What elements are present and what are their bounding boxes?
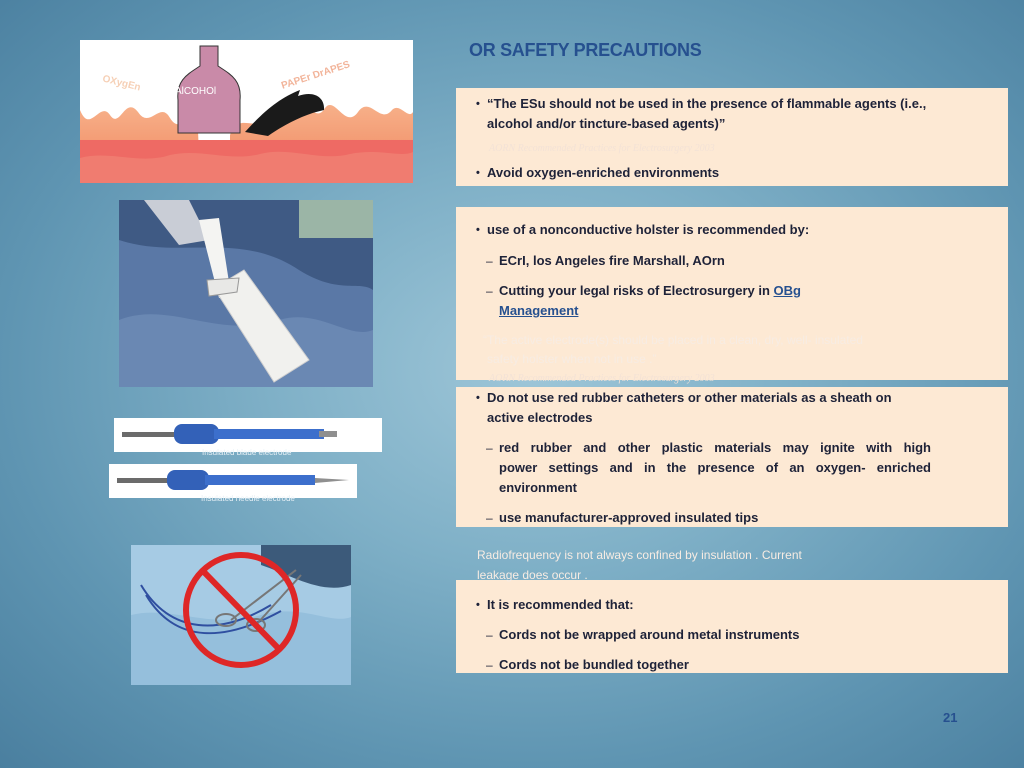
red-rubber-bullet-line1: • Do not use red rubber catheters or other materials as a sheath on — [487, 388, 892, 408]
holster-photo — [119, 200, 373, 387]
ignite-warning-line2: power settings and in the presence of an oxygen- enriched — [499, 460, 931, 475]
holster-quote-line1: “The active electrode(s) should be placed in a clean, dry, well- insulated — [483, 333, 863, 347]
obg-management-link[interactable]: Management — [499, 303, 579, 318]
insulated-tips-dash: – use manufacturer-approved insulated tips — [499, 508, 758, 528]
fire-hazard-illustration — [80, 40, 413, 183]
obg-link[interactable]: OBg — [773, 283, 801, 298]
alcohol-label: AlCOHOl — [175, 86, 217, 97]
flammable-agents-panel — [456, 88, 1008, 186]
holster-quote-line2: safety holster when not in use .” — [487, 352, 657, 366]
ignite-warning-line1: – red rubber and other plastic materials may ignite with high — [499, 438, 931, 458]
holster-bullet: • use of a nonconductive holster is recommended by: — [487, 220, 809, 240]
oxygen-label: OXygEn — [101, 73, 142, 94]
legal-risks-text: Cutting your legal risks of Electrosurgery in — [499, 283, 774, 298]
rf-leakage-line2: leakage does occur . — [477, 568, 588, 582]
page-number: 21 — [943, 710, 958, 725]
red-rubber-bullet-line2: active electrodes — [487, 410, 593, 425]
bundled-cords-photo — [131, 545, 351, 685]
slide-title: OR SAFETY PRECAUTIONS — [469, 40, 702, 60]
flammable-agents-quote: • “The ESu should not be used in the presence of flammable agents (i.e., — [487, 94, 926, 114]
ignite-warning-line3: environment — [499, 480, 578, 495]
red-rubber-panel — [456, 387, 1008, 527]
legal-risks-reference — [499, 281, 801, 301]
rf-leakage-line1: Radiofrequency is not always confined by insulation . Current — [477, 548, 802, 562]
cords-bundled-dash: – Cords not be bundled together — [499, 655, 689, 675]
blade-electrode-image — [114, 418, 382, 457]
recommended-bullet: • It is recommended that: — [487, 595, 634, 615]
needle-electrode-caption: Insulated needle electrode — [201, 494, 295, 503]
aorn-source-1: AORN Recommended Practices for Electrosurgery 2003 — [489, 143, 715, 154]
needle-electrode-image — [109, 464, 357, 503]
flammable-agents-quote-cont: alcohol and/or tincture-based agents)” — [487, 116, 726, 131]
cords-panel — [456, 548, 1008, 673]
paper-drapes-label: PAPEr DrAPES — [280, 59, 352, 92]
cords-wrapped-dash: – Cords not be wrapped around metal instruments — [499, 625, 799, 645]
aorn-source-2: AORN Recommended Practices for Electrosurgery 2003 — [489, 373, 715, 384]
holster-panel — [456, 207, 1008, 384]
holster-recommenders: – ECrI, los Angeles fire Marshall, AOrn — [499, 251, 725, 271]
blade-electrode-caption: Insulated blade electrode — [202, 448, 292, 457]
avoid-oxygen-bullet: • Avoid oxygen-enriched environments — [487, 163, 719, 183]
